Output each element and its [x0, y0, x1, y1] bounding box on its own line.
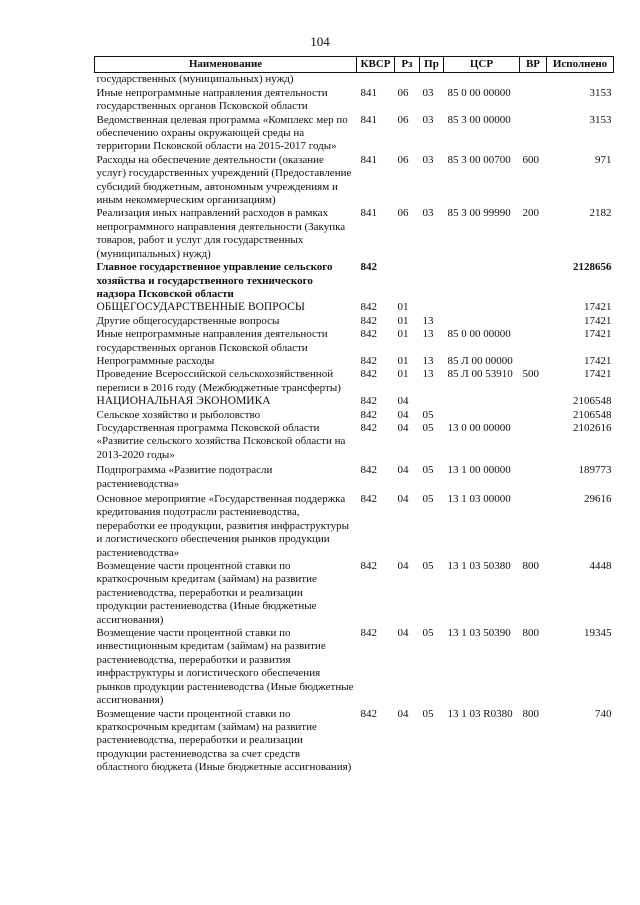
table-row — [95, 560, 614, 627]
header-vr: ВР — [520, 57, 547, 73]
cell-isp: 17421 — [584, 354, 612, 367]
cell-csr — [444, 73, 520, 87]
cell-vr — [520, 491, 547, 560]
cell-csr: 13 1 03 50390 — [447, 627, 511, 640]
cell-csr: 85 Л 00 53910 — [447, 368, 513, 381]
cell-kvsr: 842 — [360, 408, 377, 421]
table-row — [95, 114, 614, 154]
cell-vr: 800 — [522, 627, 539, 640]
cell-vr — [520, 87, 547, 114]
cell-pr: 05 — [422, 421, 434, 434]
cell-isp: 2106548 — [573, 395, 612, 408]
table-row — [95, 355, 614, 368]
header-pr: Пр — [420, 57, 444, 73]
cell-vr: 200 — [522, 207, 539, 220]
cell-csr: 85 3 00 00000 — [447, 113, 511, 126]
cell-kvsr: 842 — [360, 493, 377, 505]
cell-pr: 05 — [422, 627, 434, 640]
table-row — [95, 207, 614, 261]
table-row — [95, 154, 614, 208]
cell-vr — [520, 409, 547, 422]
cell-isp — [547, 73, 614, 87]
cell-isp: 2128656 — [573, 261, 612, 274]
table-row — [95, 328, 614, 355]
cell-vr: 600 — [522, 153, 539, 166]
cell-rz: 01 — [397, 354, 409, 367]
cell-name: Главное государственное управление сельского хозяйства и государственного технического надзора Псковской области — [96, 261, 333, 300]
cell-pr: 03 — [422, 207, 434, 220]
cell-csr — [444, 301, 520, 314]
cell-csr: 85 0 00 00000 — [447, 86, 511, 99]
cell-name: государственных (муниципальных) нужд) — [96, 73, 294, 86]
cell-rz: 04 — [397, 707, 409, 720]
cell-name: Возмещение части процентной ставки по краткосрочным кредитам (займам) на развитие растениеводства, переработки и реализации продукции растениеводства (Иные бюджетные ассигнования) — [96, 560, 317, 626]
header-rz: Рз — [395, 57, 420, 73]
cell-kvsr: 842 — [360, 314, 377, 327]
cell-kvsr: 842 — [360, 560, 377, 573]
table-row — [95, 87, 614, 114]
cell-csr: 13 1 03 50380 — [447, 560, 511, 573]
cell-pr — [420, 261, 444, 301]
cell-kvsr: 842 — [360, 421, 377, 434]
header-isp: Исполнено — [547, 57, 614, 73]
header-name: Наименование — [95, 57, 357, 73]
cell-pr: 05 — [422, 408, 434, 421]
cell-name: Иные непрограммные направления деятельности государственных органов Псковской области — [96, 86, 328, 113]
cell-name: Подпрограмма «Развитие подотрасли растениеводства» — [96, 464, 273, 490]
cell-pr — [420, 301, 444, 314]
cell-kvsr: 841 — [360, 207, 377, 220]
cell-isp: 2102616 — [573, 421, 612, 434]
cell-kvsr: 842 — [360, 328, 377, 341]
cell-vr — [520, 73, 547, 87]
cell-rz: 01 — [397, 314, 409, 327]
cell-csr — [444, 315, 520, 328]
cell-isp: 189773 — [578, 464, 612, 477]
table-row — [95, 491, 614, 560]
cell-csr: 85 3 00 00700 — [447, 153, 511, 166]
cell-pr: 13 — [422, 354, 434, 367]
cell-pr: 03 — [422, 113, 434, 126]
cell-pr: 05 — [422, 493, 434, 505]
cell-name: Другие общегосударственные вопросы — [96, 314, 280, 327]
table-row — [95, 708, 614, 775]
cell-csr — [444, 395, 520, 408]
cell-rz: 01 — [397, 301, 409, 314]
cell-kvsr: 842 — [360, 627, 377, 640]
cell-csr: 13 1 03 R0380 — [447, 707, 513, 720]
header-kvsr: КВСР — [357, 57, 395, 73]
table-row — [95, 422, 614, 462]
cell-vr: 800 — [522, 560, 539, 573]
table-row — [95, 395, 614, 408]
cell-rz: 04 — [397, 421, 409, 434]
table-row — [95, 409, 614, 422]
cell-kvsr: 842 — [360, 354, 377, 367]
budget-table — [94, 56, 614, 775]
cell-vr — [520, 462, 547, 491]
cell-isp: 3153 — [589, 86, 612, 99]
cell-csr: 13 1 00 00000 — [447, 464, 511, 477]
cell-isp: 29616 — [584, 493, 612, 505]
cell-csr: 13 1 03 00000 — [447, 493, 511, 505]
cell-name: Возмещение части процентной ставки по краткосрочным кредитам (займам) на развитие растениеводства, переработки и реализации продукции растениеводства за счет средств областного бюджета (Иные бюджетные ассигнования) — [96, 707, 352, 774]
cell-vr: 800 — [522, 707, 539, 720]
cell-vr — [520, 422, 547, 462]
cell-kvsr: 841 — [360, 86, 377, 99]
cell-rz: 06 — [397, 113, 409, 126]
cell-rz: 06 — [397, 207, 409, 220]
cell-rz: 04 — [397, 408, 409, 421]
cell-isp: 4448 — [589, 560, 612, 573]
cell-vr — [520, 355, 547, 368]
cell-isp: 17421 — [584, 314, 612, 327]
cell-rz: 06 — [397, 86, 409, 99]
cell-vr — [520, 301, 547, 314]
cell-vr — [520, 395, 547, 408]
cell-pr — [420, 395, 444, 408]
cell-name: ОБЩЕГОСУДАРСТВЕННЫЕ ВОПРОСЫ — [96, 301, 305, 314]
cell-vr — [520, 315, 547, 328]
cell-rz: 04 — [397, 493, 409, 505]
table-row — [95, 368, 614, 395]
cell-isp: 2106548 — [573, 408, 612, 421]
cell-isp: 971 — [595, 153, 612, 166]
cell-rz: 01 — [397, 328, 409, 341]
cell-name: Сельское хозяйство и рыболовство — [96, 408, 261, 421]
cell-pr: 03 — [422, 153, 434, 166]
cell-rz: 04 — [397, 395, 409, 408]
cell-isp: 2182 — [589, 207, 612, 220]
cell-isp: 740 — [595, 707, 612, 720]
cell-pr: 13 — [422, 314, 434, 327]
cell-name: Возмещение части процентной ставки по инвестиционным кредитам (займам) на развитие растениеводства, переработки и развития инфраструктуры и логистического обеспечения рынков продукции растениеводства (Иные бюджетные ассигнования) — [96, 627, 354, 707]
table-body — [95, 73, 614, 775]
cell-name: Ведомственная целевая программа «Комплекс мер по обеспечению охраны окружающей среды на территории Псковской области на 2015-2017 годы» — [96, 113, 348, 153]
cell-csr: 85 0 00 00000 — [447, 328, 511, 341]
cell-csr: 13 0 00 00000 — [447, 421, 511, 434]
cell-kvsr: 842 — [360, 707, 377, 720]
cell-vr — [520, 328, 547, 355]
cell-kvsr: 842 — [360, 301, 377, 314]
cell-kvsr: 841 — [360, 153, 377, 166]
page-number: 104 — [310, 34, 330, 49]
cell-name: Проведение Всероссийской сельскохозяйственной переписи в 2016 году (Межбюджетные трансферты) — [96, 368, 341, 394]
cell-isp: 3153 — [589, 113, 612, 126]
table-row — [95, 315, 614, 328]
cell-kvsr — [357, 73, 395, 87]
table-row — [95, 261, 614, 301]
cell-pr — [420, 73, 444, 87]
cell-pr: 13 — [422, 328, 434, 341]
cell-csr: 85 3 00 99990 — [447, 207, 511, 220]
cell-pr: 05 — [422, 464, 434, 477]
cell-rz: 04 — [397, 627, 409, 640]
cell-pr: 03 — [422, 86, 434, 99]
cell-vr — [520, 114, 547, 154]
cell-name: Основное мероприятие «Государственная поддержка кредитования подотрасли растениеводства, переработки ее продукции, развития инфраструктуры и логистического обеспечения рынков продукции растениеводства» — [96, 493, 349, 559]
header-csr: ЦСР — [444, 57, 520, 73]
cell-rz: 04 — [397, 464, 409, 477]
cell-isp: 17421 — [584, 328, 612, 341]
cell-name: Государственная программа Псковской области «Развитие сельского хозяйства Псковской области на 2013-2020 годы» — [96, 421, 346, 461]
table-row — [95, 73, 614, 87]
cell-kvsr: 842 — [360, 368, 377, 381]
cell-rz: 04 — [397, 560, 409, 573]
cell-rz — [395, 261, 420, 301]
cell-name: НАЦИОНАЛЬНАЯ ЭКОНОМИКА — [96, 395, 271, 408]
cell-isp: 19345 — [584, 627, 612, 640]
cell-pr: 05 — [422, 707, 434, 720]
cell-kvsr: 841 — [360, 113, 377, 126]
cell-vr: 500 — [522, 368, 539, 381]
cell-name: Расходы на обеспечение деятельности (оказание услуг) государственных учреждений (Предоставление субсидий бюджетным, автономным учреждениям и иным некоммерческим организациям) — [96, 153, 352, 207]
table-row — [95, 301, 614, 314]
cell-pr: 13 — [422, 368, 434, 381]
table-header — [95, 57, 614, 73]
cell-pr: 05 — [422, 560, 434, 573]
cell-csr: 85 Л 00 00000 — [447, 354, 513, 367]
cell-kvsr: 842 — [360, 464, 377, 477]
cell-kvsr: 842 — [360, 261, 377, 274]
cell-csr — [444, 261, 520, 301]
cell-isp: 17421 — [584, 368, 612, 381]
cell-name: Иные непрограммные направления деятельности государственных органов Псковской области — [96, 328, 328, 354]
table-row — [95, 462, 614, 491]
cell-name: Реализация иных направлений расходов в рамках непрограммного направления деятельности (Закупка товаров, работ и услуг для государственных (муниципальных) нужд) — [96, 207, 346, 260]
cell-rz: 06 — [397, 153, 409, 166]
cell-rz — [395, 73, 420, 87]
table-row — [95, 627, 614, 707]
cell-rz: 01 — [397, 368, 409, 381]
cell-isp: 17421 — [584, 301, 612, 314]
cell-csr — [444, 409, 520, 422]
cell-kvsr: 842 — [360, 395, 377, 408]
cell-vr — [520, 261, 547, 301]
cell-name: Непрограммные расходы — [96, 354, 215, 367]
